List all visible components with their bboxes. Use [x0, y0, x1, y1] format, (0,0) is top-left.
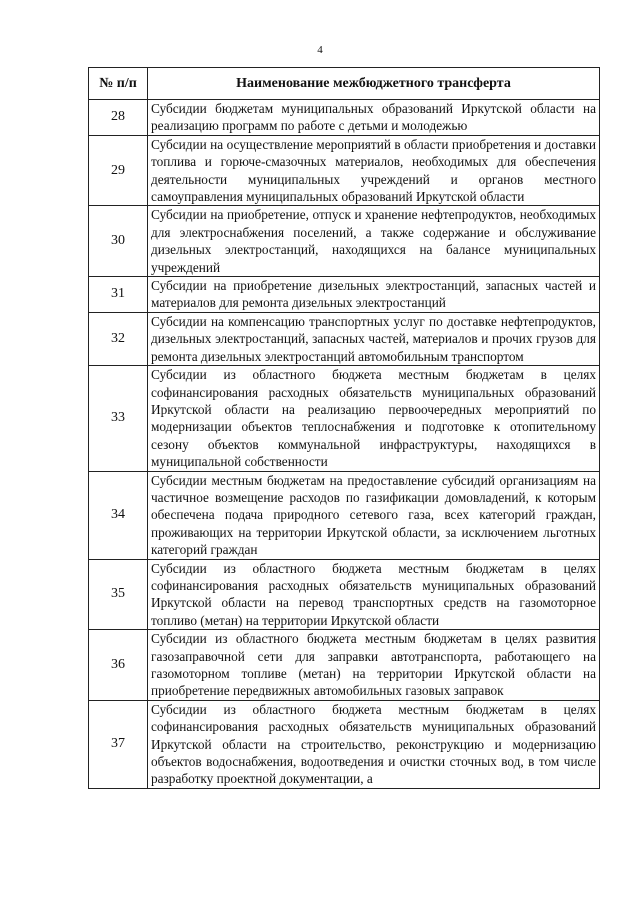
table-row [89, 471, 600, 559]
table-row [89, 700, 600, 788]
row-number: 28 [89, 100, 148, 136]
table-row [89, 206, 600, 277]
row-number: 36 [89, 630, 148, 701]
row-text: Субсидии на приобретение, отпуск и хранение нефтепродуктов, необходимых для электроснабжения поселений, а также содержание и обслуживание дизельных электростанций, находящихся на балансе муниципальных учреждений [148, 206, 600, 277]
table-row [89, 366, 600, 471]
row-text: Субсидии местным бюджетам на предоставление субсидий организациям на частичное возмещение расходов по газификации домовладений, к которым обеспечена подача природного сетевого газа, всех категорий граждан, проживающих на территории Иркутской области, за исключением льготных категорий граждан [148, 471, 600, 559]
table-header-row [89, 68, 600, 100]
row-text: Субсидии бюджетам муниципальных образований Иркутской области на реализацию программ по работе с детьми и молодежью [148, 100, 600, 136]
row-text: Субсидии из областного бюджета местным бюджетам в целях софинансирования расходных обязательств муниципальных образований Иркутской области на реализацию первоочередных мероприятий по модернизации объектов теплоснабжения и подготовке к отопительному сезону объектов коммунальной инфраструктуры, находящихся в муниципальной собственности [148, 366, 600, 471]
page-number: 4 [317, 44, 323, 56]
header-number: № п/п [89, 68, 148, 100]
row-number: 37 [89, 700, 148, 788]
row-number: 32 [89, 312, 148, 365]
table-row [89, 630, 600, 701]
row-text: Субсидии на компенсацию транспортных услуг по доставке нефтепродуктов, дизельных электростанций, запасных частей, материалов и прочих грузов для ремонта дизельных электростанций автомобильным транспортом [148, 312, 600, 365]
row-number: 29 [89, 135, 148, 206]
header-name: Наименование межбюджетного трансферта [148, 68, 600, 100]
row-number: 31 [89, 277, 148, 313]
row-text: Субсидии из областного бюджета местным бюджетам в целях софинансирования расходных обязательств муниципальных образований Иркутской области на перевод транспортных средств на газомоторное топливо (метан) на территории Иркутской области [148, 559, 600, 630]
table-row [89, 100, 600, 136]
table-row [89, 312, 600, 365]
row-text: Субсидии на приобретение дизельных электростанций, запасных частей и материалов для ремонта дизельных электростанций [148, 277, 600, 313]
table-row [89, 277, 600, 313]
row-text: Субсидии из областного бюджета местным бюджетам в целях софинансирования расходных обязательств муниципальных образований Иркутской области на строительство, реконструкцию и модернизацию объектов водоснабжения, водоотведения и очистки сточных вод, в том числе разработку проектной документации, а [148, 700, 600, 788]
row-number: 33 [89, 366, 148, 471]
row-number: 30 [89, 206, 148, 277]
transfers-table [88, 67, 600, 789]
row-text: Субсидии на осуществление мероприятий в области приобретения и доставки топлива и горюче-смазочных материалов, необходимых для обеспечения деятельности муниципальных учреждений и органов местного самоуправления муниципальных образований Иркутской области [148, 135, 600, 206]
row-number: 34 [89, 471, 148, 559]
row-text: Субсидии из областного бюджета местным бюджетам в целях развития газозаправочной сети для заправки автотранспорта, работающего на газомоторном топливе (метан) на территории Иркутской области на приобретение передвижных автомобильных газовых заправок [148, 630, 600, 701]
table-row [89, 559, 600, 630]
table-row [89, 135, 600, 206]
row-number: 35 [89, 559, 148, 630]
